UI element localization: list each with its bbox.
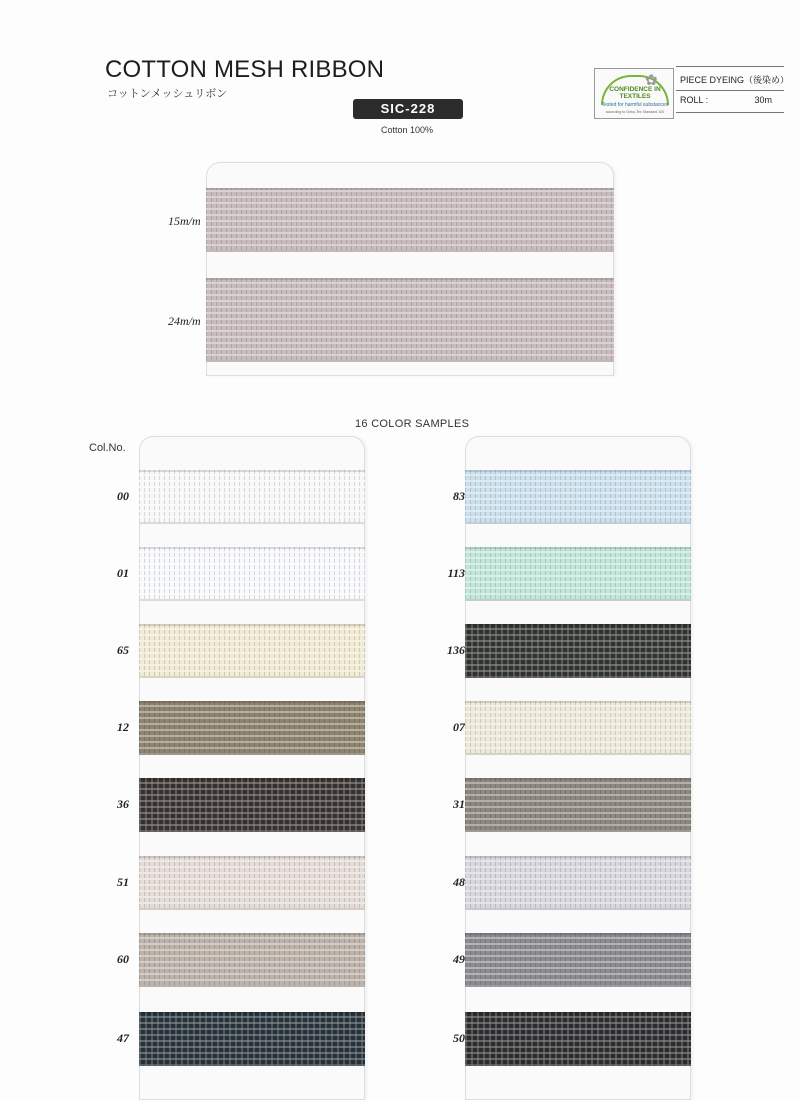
- ribbon-edge-top: [139, 856, 365, 858]
- roll-label: ROLL :: [680, 95, 709, 105]
- color-ribbon-swatch: [465, 856, 691, 910]
- product-subtitle-japanese: コットンメッシュリボン: [107, 88, 228, 100]
- ribbon-edge-bottom: [465, 985, 691, 987]
- ribbon-edge-top: [139, 933, 365, 935]
- color-ribbon-swatch: [139, 624, 365, 678]
- mesh-texture: [139, 470, 365, 524]
- color-number-label: 31: [453, 797, 465, 811]
- product-title: COTTON MESH RIBBON: [105, 56, 385, 83]
- ribbon-edge-bottom: [139, 599, 365, 601]
- ribbon-edge-top: [206, 188, 614, 190]
- mesh-texture: [139, 547, 365, 601]
- ribbon-edge-bottom: [465, 1064, 691, 1066]
- ribbon-edge-top: [139, 701, 365, 703]
- ribbon-edge-top: [465, 778, 691, 780]
- color-ribbon-swatch: [465, 470, 691, 524]
- color-number-label: 49: [453, 952, 465, 966]
- color-number-label: 48: [453, 875, 465, 889]
- color-ribbon-swatch: [139, 778, 365, 832]
- mesh-texture: [465, 778, 691, 832]
- color-number-label: 47: [117, 1031, 129, 1045]
- width-ribbon-sample: [206, 188, 614, 252]
- color-number-header: Col.No.: [89, 442, 126, 454]
- mesh-texture: [465, 1012, 691, 1066]
- ribbon-edge-bottom: [465, 599, 691, 601]
- color-ribbon-swatch: [139, 1012, 365, 1066]
- ribbon-edge-top: [465, 933, 691, 935]
- color-number-label: 83: [453, 489, 465, 503]
- ribbon-edge-bottom: [139, 830, 365, 832]
- color-ribbon-swatch: [465, 1012, 691, 1066]
- color-samples-title: 16 COLOR SAMPLES: [355, 418, 470, 430]
- ribbon-edge-bottom: [139, 985, 365, 987]
- color-ribbon-swatch: [139, 933, 365, 987]
- ribbon-edge-top: [139, 778, 365, 780]
- product-code-badge: SIC-228: [353, 99, 463, 119]
- color-ribbon-swatch: [465, 547, 691, 601]
- spec-box: [676, 66, 790, 120]
- ribbon-edge-top: [206, 278, 614, 280]
- ribbon-edge-bottom: [206, 360, 614, 362]
- ribbon-edge-top: [465, 856, 691, 858]
- width-label: 24m/m: [168, 314, 201, 328]
- mesh-texture: [465, 470, 691, 524]
- width-label: 15m/m: [168, 214, 201, 228]
- certification-tested-text: Tested for harmful substances: [601, 102, 669, 108]
- ribbon-edge-top: [465, 624, 691, 626]
- mesh-texture: [139, 856, 365, 910]
- ribbon-edge-bottom: [465, 676, 691, 678]
- color-number-label: 12: [117, 720, 129, 734]
- color-number-label: 01: [117, 566, 129, 580]
- color-ribbon-swatch: [465, 778, 691, 832]
- mesh-texture: [465, 856, 691, 910]
- certification-standard-text: according to Oeko-Tex Standard 100: [605, 110, 665, 114]
- ribbon-edge-bottom: [465, 830, 691, 832]
- ribbon-edge-top: [139, 470, 365, 472]
- right-sample-card: [465, 436, 691, 1100]
- color-number-label: 07: [453, 720, 465, 734]
- ribbon-edge-bottom: [139, 1064, 365, 1066]
- ribbon-edge-bottom: [139, 753, 365, 755]
- ribbon-edge-bottom: [465, 908, 691, 910]
- roll-value: 30m: [754, 95, 772, 105]
- color-number-label: 136: [447, 643, 465, 657]
- ribbon-edge-bottom: [139, 676, 365, 678]
- ribbon-edge-top: [465, 1012, 691, 1014]
- ribbon-edge-top: [465, 470, 691, 472]
- ribbon-edge-top: [139, 547, 365, 549]
- ribbon-edge-top: [139, 624, 365, 626]
- color-ribbon-swatch: [139, 470, 365, 524]
- color-number-label: 00: [117, 489, 129, 503]
- left-sample-card: [139, 436, 365, 1100]
- spec-divider-top: [676, 66, 784, 67]
- color-ribbon-swatch: [139, 856, 365, 910]
- ribbon-edge-bottom: [139, 908, 365, 910]
- material-text: Cotton 100%: [381, 125, 434, 135]
- dyeing-method: PIECE DYEING（後染め）: [680, 75, 790, 85]
- mesh-texture: [139, 701, 365, 755]
- mesh-texture: [206, 188, 614, 252]
- color-number-label: 60: [117, 952, 129, 966]
- ribbon-edge-bottom: [465, 753, 691, 755]
- ribbon-edge-top: [465, 547, 691, 549]
- mesh-texture: [465, 547, 691, 601]
- ribbon-edge-bottom: [206, 250, 614, 252]
- mesh-texture: [465, 701, 691, 755]
- color-number-label: 65: [117, 643, 129, 657]
- spec-divider-middle: [676, 90, 784, 91]
- daisy-flower-icon: ✿: [645, 72, 658, 89]
- color-number-label: 51: [117, 875, 129, 889]
- ribbon-edge-bottom: [465, 522, 691, 524]
- mesh-texture: [465, 933, 691, 987]
- mesh-texture: [139, 1012, 365, 1066]
- ribbon-edge-top: [139, 1012, 365, 1014]
- color-number-label: 36: [117, 797, 129, 811]
- color-number-label: 50: [453, 1031, 465, 1045]
- color-ribbon-swatch: [465, 933, 691, 987]
- ribbon-edge-bottom: [139, 522, 365, 524]
- color-ribbon-swatch: [139, 547, 365, 601]
- mesh-texture: [465, 624, 691, 678]
- mesh-texture: [139, 933, 365, 987]
- mesh-texture: [206, 278, 614, 362]
- spec-divider-bottom: [676, 112, 784, 113]
- color-ribbon-swatch: [139, 701, 365, 755]
- color-ribbon-swatch: [465, 701, 691, 755]
- mesh-texture: [139, 778, 365, 832]
- oeko-tex-certification-badge: [594, 68, 674, 119]
- certification-heading: CONFIDENCE IN TEXTILES: [609, 86, 661, 100]
- color-ribbon-swatch: [465, 624, 691, 678]
- mesh-texture: [139, 624, 365, 678]
- width-ribbon-sample: [206, 278, 614, 362]
- ribbon-edge-top: [465, 701, 691, 703]
- color-number-label: 113: [447, 566, 465, 580]
